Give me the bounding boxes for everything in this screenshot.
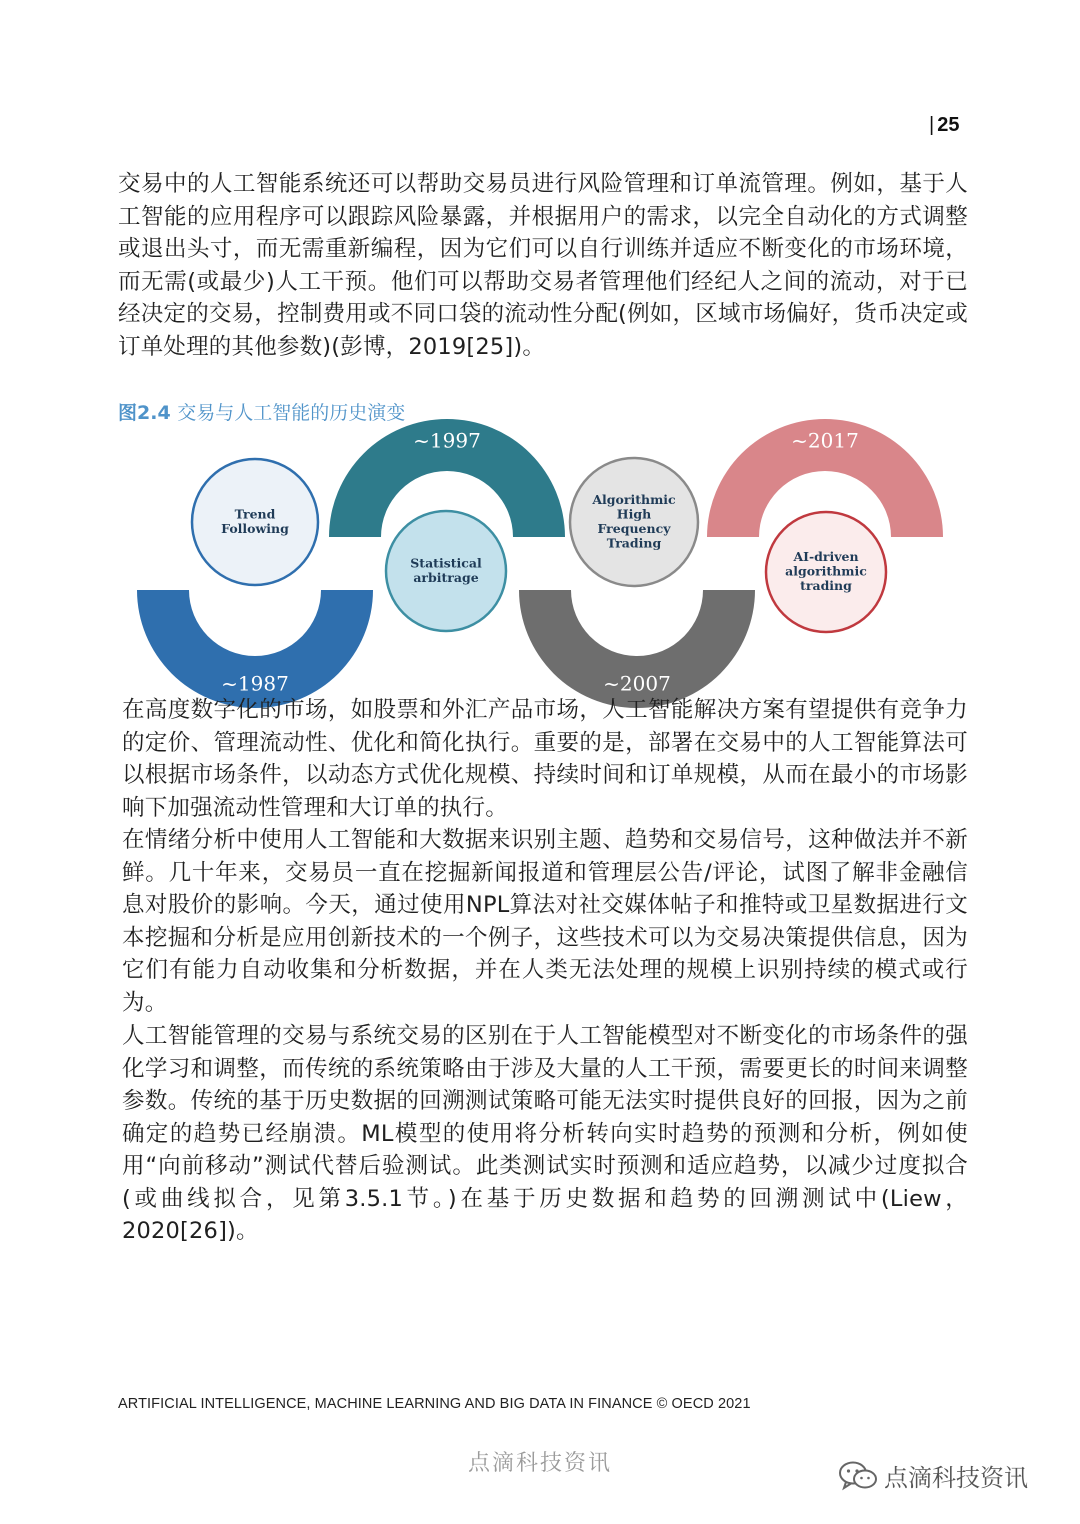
footer-copyright: ARTIFICIAL INTELLIGENCE, MACHINE LEARNING AND BIG DATA IN FINANCE © OECD 2021 [118, 1396, 751, 1412]
timeline-stage-label-2: Statistical [410, 555, 482, 571]
page-number: | 25 [929, 114, 960, 136]
timeline-stage-label-3: Trading [606, 535, 662, 551]
timeline-stage-label-4: AI-driven [793, 549, 859, 564]
timeline-stage-label-1: Following [221, 520, 289, 536]
timeline-stage-label-3: Frequency [597, 520, 671, 536]
history-timeline-diagram [140, 428, 950, 696]
figure-number: 图2.4 [118, 402, 171, 424]
watermark-center: 点滴科技资讯 [467, 1451, 612, 1476]
paragraph-4: 人工智能管理的交易与系统交易的区别在于人工智能模型对不断变化的市场条件的强化学习和调整，而传统的系统策略由于涉及大量的人工干预，需要更长的时间来调整参数。传统的基于历史数据的回溯测试策略可能无法实时提供良好的回报，因为之前确定的趋势已经崩溃。ML模型的使用将分析转向实时趋势的预测和分析，例如使用“向前移动”测试代替后验测试。此类测试实时预测和适应趋势，以减少过度拟合(或曲线拟合，见第3.5.1节。)在基于历史数据和趋势的回溯测试中(Liew，2020[26])。 [122, 1023, 968, 1244]
wechat-icon [838, 1460, 878, 1492]
timeline-stage-label-4: algorithmic [785, 563, 867, 579]
page-number-value: 25 [937, 114, 960, 136]
timeline-year-1: ~1987 [221, 671, 289, 696]
timeline-year-4: ~2017 [791, 428, 859, 453]
timeline-stage-label-4: trading [800, 578, 852, 593]
timeline-stage-label-1: Trend [234, 506, 276, 522]
paragraph-2: 在高度数字化的市场，如股票和外汇产品市场，人工智能解决方案有望提供有竞争力的定价、管理流动性、优化和简化执行。重要的是，部署在交易中的人工智能算法可以根据市场条件，以动态方式优化规模、持续时间和订单规模，从而在最小的市场影响下加强流动性管理和大订单的执行。 [122, 697, 968, 821]
figure-caption [118, 398, 405, 425]
timeline-stage-label-3: High [616, 506, 652, 522]
timeline-year-2: ~1997 [413, 428, 481, 453]
watermark-right-text: 点滴科技资讯 [884, 1464, 1028, 1492]
paragraph-3: 在情绪分析中使用人工智能和大数据来识别主题、趋势和交易信号，这种做法并不新鲜。几十年来，交易员一直在挖掘新闻报道和管理层公告/评论，试图了解非金融信息对股价的影响。今天，通过使用NPL算法对社交媒体帖子和推特或卫星数据进行文本挖掘和分析是应用创新技术的一个例子，这些技术可以为交易决策提供信息，因为它们有能力自动收集和分析数据，并在人类无法处理的规模上识别持续的模式或行为。 [122, 827, 968, 1016]
timeline-stage-label-3: Algorithmic [592, 491, 676, 507]
figure-title: 交易与人工智能的历史演变 [177, 402, 406, 424]
timeline-year-3: ~2007 [603, 671, 671, 696]
watermark-right [838, 1458, 1028, 1493]
timeline-stage-label-2: arbitrage [413, 569, 479, 585]
paragraph-1: 交易中的人工智能系统还可以帮助交易员进行风险管理和订单流管理。例如，基于人工智能的应用程序可以跟踪风险暴露，并根据用户的需求，以完全自动化的方式调整或退出头寸，而无需重新编程，因为它们可以自行训练并适应不断变化的市场环境，而无需(或最少)人工干预。他们可以帮助交易者管理他们经纪人之间的流动，对于已经决定的交易，控制费用或不同口袋的流动性分配(例如，区域市场偏好，货币决定或订单处理的其他参数)(彭博，2019[25])。 [118, 171, 968, 360]
